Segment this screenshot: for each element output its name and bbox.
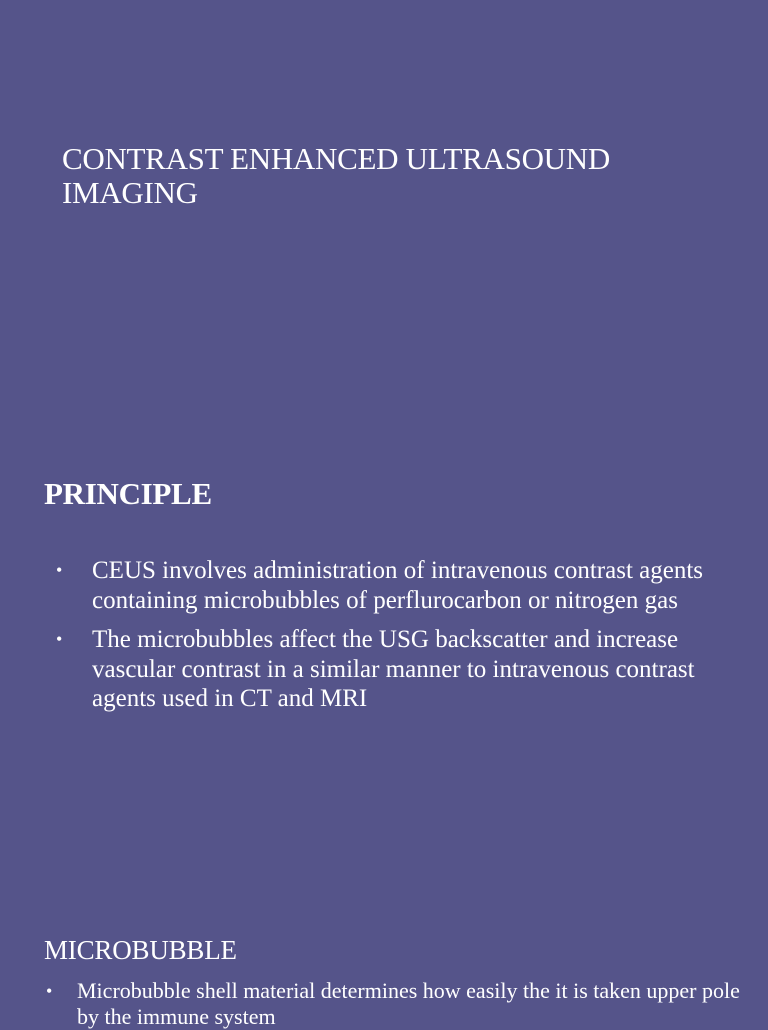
microbubble-heading: MICROBUBBLE [44, 935, 237, 965]
bullet-text: Microbubble shell material determines how easily the it is taken upper pole by the immune system [77, 978, 740, 1029]
microbubble-bullet-list [46, 978, 746, 1030]
principle-bullet-list [56, 556, 736, 724]
slide-microbubble [0, 900, 768, 1029]
bullet-item [56, 625, 736, 714]
principle-heading: PRINCIPLE [44, 476, 212, 511]
bullet-text: The microbubbles affect the USG backscatter and increase vascular contrast in a similar manner to intravenous contrast agents used in CT and MRI [92, 626, 695, 712]
bullet-dot-icon: • [56, 560, 63, 580]
slide-title-heading: CONTRAST ENHANCED ULTRASOUND IMAGING [62, 141, 610, 210]
bullet-item [46, 978, 746, 1030]
slide-principle [0, 380, 768, 900]
bullet-dot-icon: • [46, 981, 53, 1001]
slide-title [0, 0, 768, 380]
bullet-text: CEUS involves administration of intravenous contrast agents containing microbubbles of perflurocarbon or nitrogen gas [92, 557, 704, 614]
bullet-dot-icon: • [56, 629, 63, 649]
bullet-item [56, 556, 736, 615]
